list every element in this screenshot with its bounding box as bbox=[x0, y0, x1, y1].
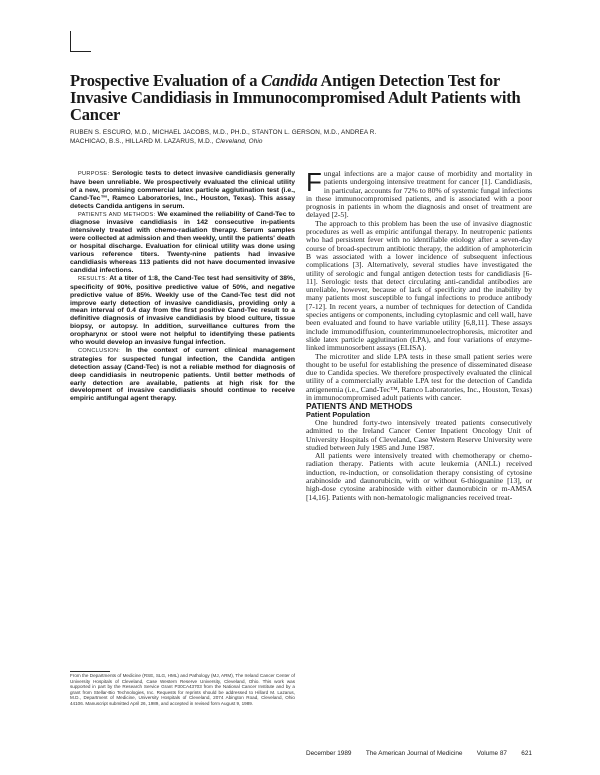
abstract-methods: PATIENTS AND METHODS: We examined the reliability of Cand-Tec to diagnose invasive candidiasis in 142 consecutive in-patients intensively treated with chemo-radiation therapy. Serum samples were collected at admission and then weekly, until the patients' death or hospital discharge. Evaluation for clinical utility was done using various reference titers. Twenty-nine patients had invasive candidiasis whereas 113 patients did not have documented invasive candidal infections. bbox=[70, 210, 296, 274]
abstract-results: RESULTS: At a titer of 1:8, the Cand-Tec test had sensitivity of 38%, specificity of 90%, positive predictive value of 50%, and negative predictive value of 85%. Weekly use of the Cand-Tec test did not improve early detection of invasive candidiasis, providing only a mean interval of 0.4 day from the first positive Cand-Tec result to a definitive diagnosis of invasive candidiasis by blood culture, tissue biopsy, or autopsy. In addition, surveillance cultures from the oropharynx or stool were not helpful to identifying these patients who would develop an invasive fungal infection. bbox=[70, 274, 295, 347]
corner-crop-mark bbox=[70, 31, 91, 52]
page-footer bbox=[306, 750, 532, 757]
abstract-purpose: PURPOSE: Serologic tests to detect invasive candidiasis generally have been unreliable. We prospectively evaluated the clinical utility of a new, promising commercial latex particle agglutination test (i.e., Cand-Tec™, Ramco Laboratories, Inc., Houston, Texas). This assay detects Candida antigens in serum. bbox=[70, 170, 295, 210]
subsection-heading: Patient Population bbox=[306, 409, 371, 419]
abstract bbox=[70, 170, 295, 403]
section-heading: PATIENTS AND METHODS bbox=[306, 401, 413, 412]
body-text-column bbox=[306, 167, 532, 502]
article-title: Prospective Evaluation of a Candida Antigen Detection Test for Invasive Candidiasis in Immunocompromised Adult Patients with Cancer bbox=[70, 71, 521, 124]
methods-paragraph: All patients were intensively treated with chemotherapy or chemo-radiation therapy. Patients with acute leukemia (ANLL) received induction, re-induction, or consolidation therapy consisting of cytosine arabinoside and daunorubicin, with or without 6-thioguanine [13], or high-dose cytosine arabinoside with either daunorubicin or m-AMSA [14,16]. Patients with non-hematologic malignancies received treat- bbox=[306, 451, 532, 502]
author-location: Cleveland, Ohio bbox=[215, 138, 263, 145]
abstract-conclusion: CONCLUSION: In the context of current clinical management strategies for suspected fungal infection, the Candida antigen detection assay (Cand-Tec) is not a reliable method for diagnosis of deep candidiasis in neutropenic patients. Until better methods of early detection are available, patients at high risk for the development of invasive candidiasis should continue to receive empiric antifungal agent therapy. bbox=[70, 346, 296, 403]
intro-paragraph: The microtiter and slide LPA tests in these small patient series were thought to be useful for establishing the presence of disseminated disease due to Candida species. We therefore prospectively evaluated the clinical utility of a commercially available LPA test for the detection of Candida antigenemia (i.e., Cand-Tec™, Ramco Laboratories, Inc., Houston, Texas) in immunocompromised adult patients with cancer. bbox=[306, 351, 532, 403]
intro-paragraph: The approach to this problem has been the use of invasive diagnostic procedures as well as empiric antifungal therapy. In neutropenic patients who had persistent fever with no identifiable etiology after a seven-day course of broad-spectrum antibiotic therapy, the addition of amphotericin B was associated with a lower incidence of subsequent infectious complications [3]. Alternatively, several studies have investigated the utility of serologic and fungal antigen detection tests for candidiasis [6-11]. Serologic tests that detect circulating anti-candidal antibodies are unreliable, however, because of lack of specificity and the inability by many patients most susceptible to fungal infections to produce antibody [7-12]. In recent years, a number of techniques for detection of Candida species antigens or components, including cytoplasmic and cell wall, have been evaluated and found to have variable utility [6,8,11]. These assays include immunodiffusion, counterimmunoelectrophoresis, microtiter and slide latex particle agglutination (LPA), and four variations of enzyme-linked immunosorbent assays (ELISA). bbox=[306, 218, 532, 353]
methods-paragraph: One hundred forty-two intensively treated patients consecutively admitted to the Ireland Cancer Center Inpatient Oncology Unit of University Hospitals of Cleveland, Case Western Reserve University were studied between July 1985 and June 1987. bbox=[306, 417, 532, 452]
author-names: RUBEN S. ESCURO, M.D., MICHAEL JACOBS, M.D., PH.D., STANTON L. GERSON, M.D., ANDREA R. MACHICAO, B.S., HILLARD M. LAZARUS, M.D., bbox=[70, 129, 377, 145]
footnote-divider bbox=[70, 671, 110, 672]
affiliation-footnote: From the Departments of Medicine (RSE, SLG, HML) and Pathology (MJ, ARM), The Ireland Cancer Center of University Hospitals of Cleveland, Case Western Reserve University, Cleveland, Ohio. This work was supported in part by the Research Service Grant P30CA43703 from the National Cancer Institute and by a grant from Stellar-Bio Technologies, Inc. Requests for reprints should be addressed to Hillard M. Lazarus, M.D., Department of Medicine, University Hospitals of Cleveland, 2074 Abington Road, Cleveland, Ohio 44106. Manuscript submitted April 26, 1989, and accepted in revised form August 9, 1989. bbox=[70, 673, 295, 706]
drop-cap: F bbox=[306, 167, 322, 197]
footer-volume: Volume 87 bbox=[476, 750, 507, 757]
author-line bbox=[70, 128, 390, 146]
intro-paragraph: Fungal infections are a major cause of morbidity and mortality in patients undergoing intensive treatment for cancer [1]. Candidiasis, in particular, accounts for 72% to 80% of systemic fungal infections in these immunocompromised patients, and is associated with a poor prognosis in patients in whom the diagnosis and onset of treatment are delayed [2-5]. bbox=[306, 167, 532, 220]
footer-journal: The American Journal of Medicine bbox=[365, 750, 463, 757]
footer-page-number: 621 bbox=[521, 750, 532, 757]
footer-date: December 1989 bbox=[306, 750, 352, 757]
